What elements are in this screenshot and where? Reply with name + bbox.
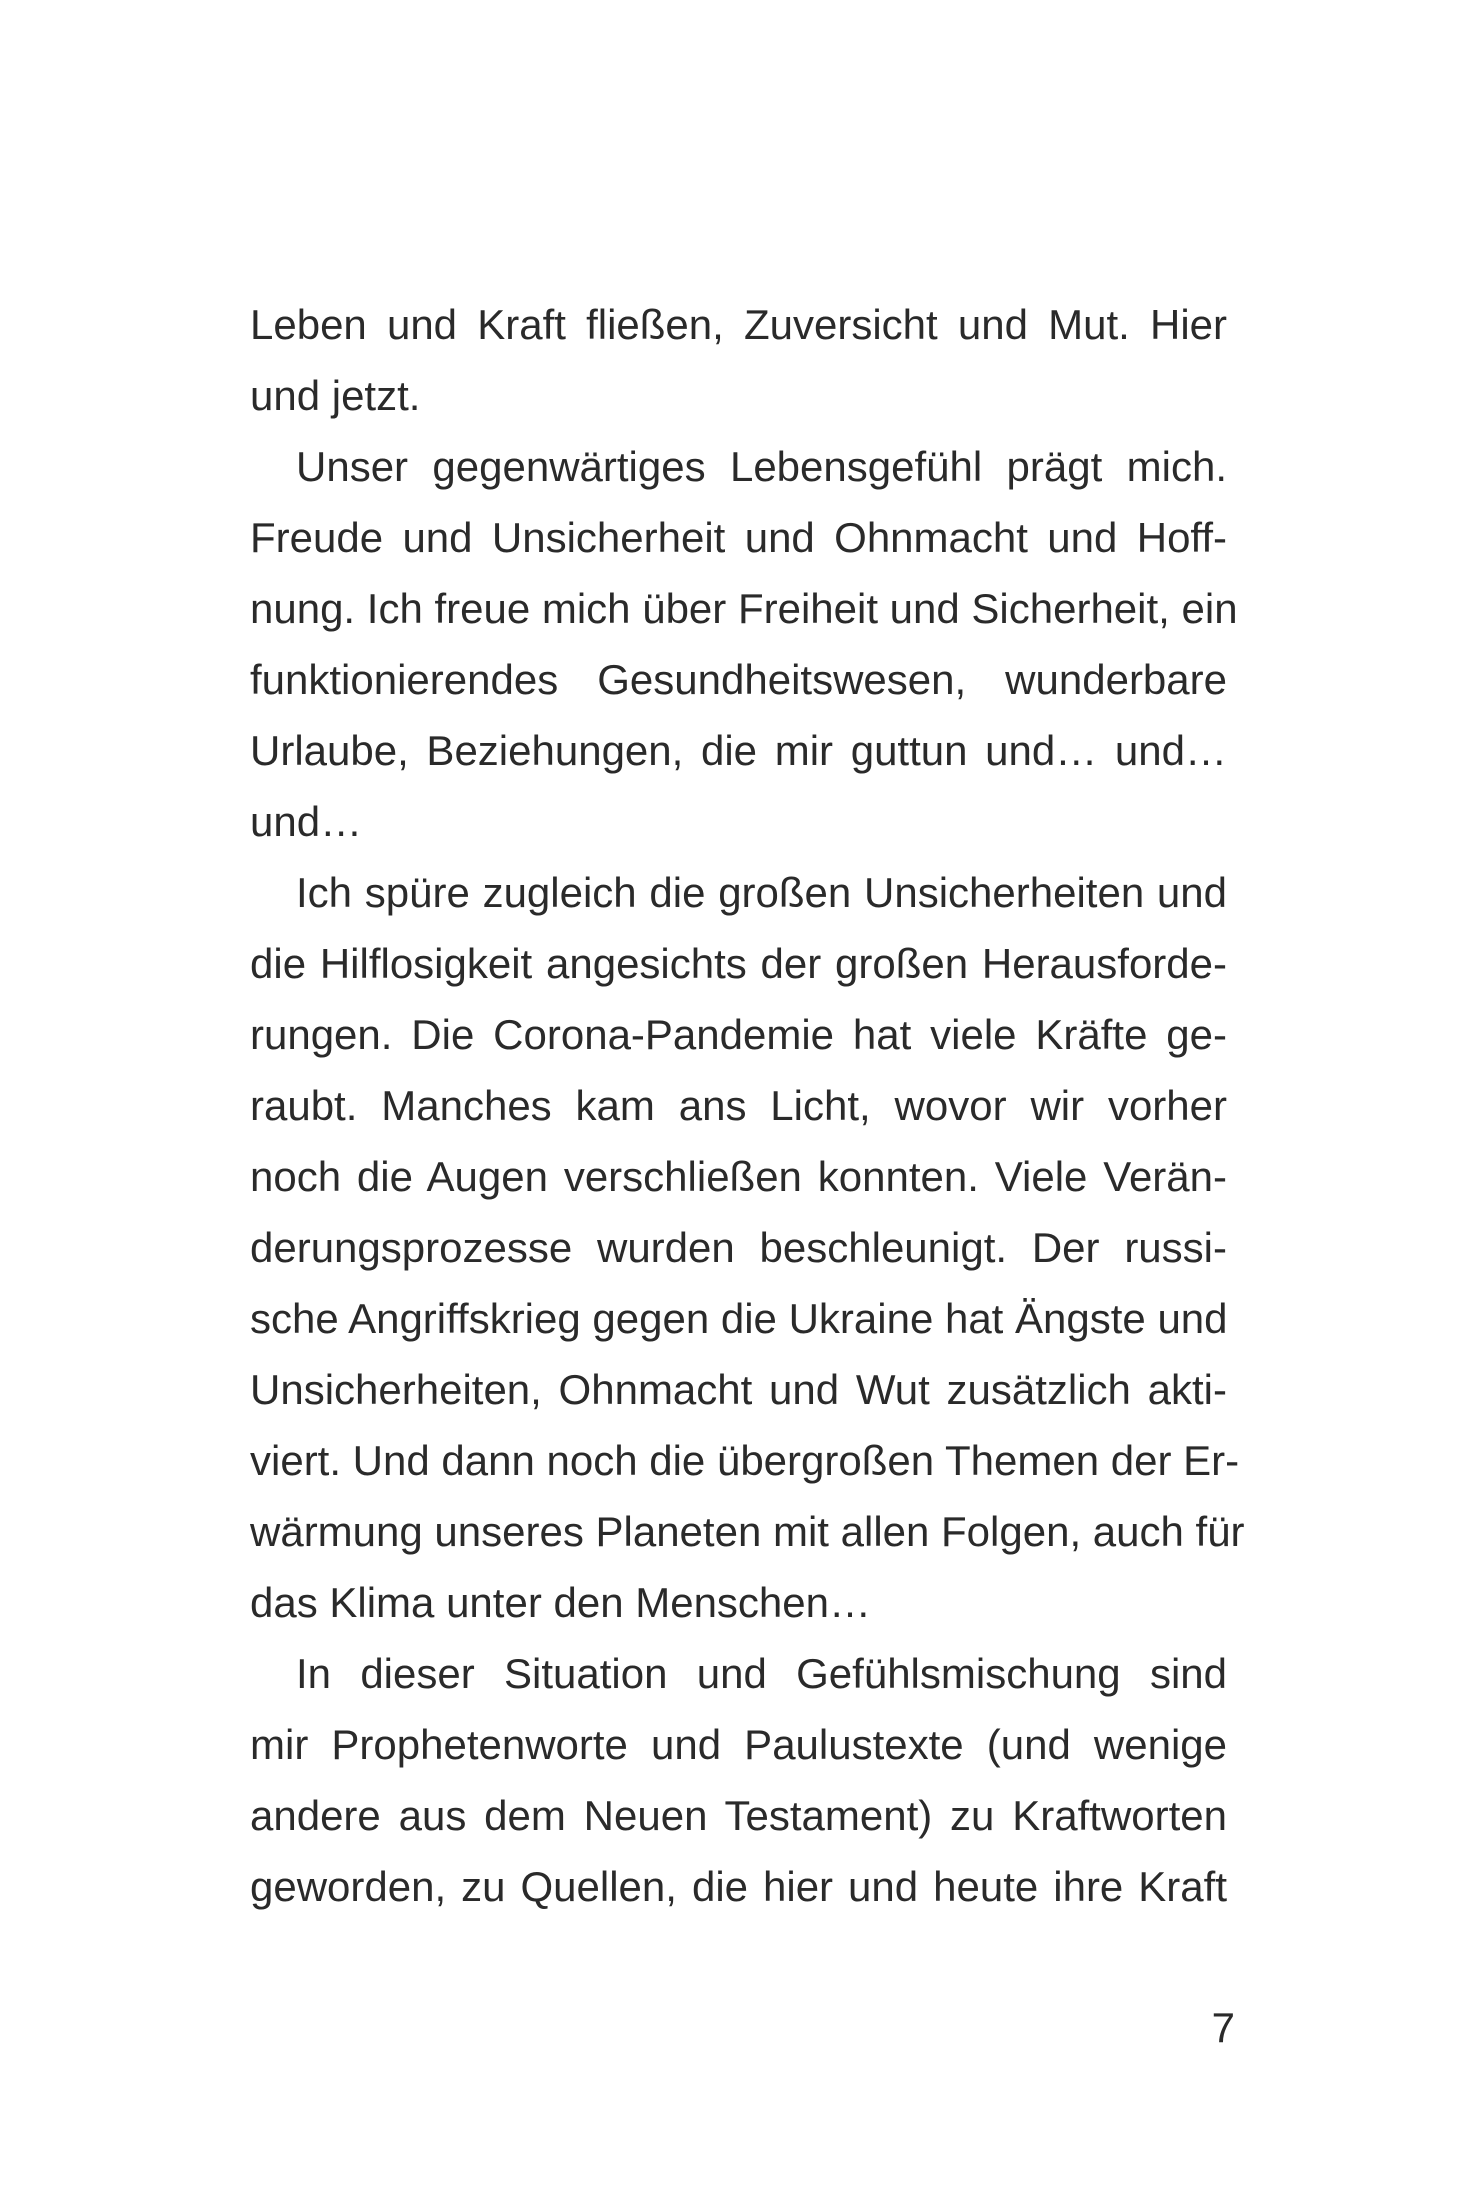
text-line: die Hilflosigkeit angesichts der großen Herausforde-	[250, 940, 1227, 987]
text-line: In dieser Situation und Gefühlsmischung sind	[296, 1650, 1227, 1697]
text-line: und jetzt.	[250, 372, 421, 419]
text-line: sche Angriffskrieg gegen die Ukraine hat Ängste und	[250, 1295, 1228, 1342]
text-line: und…	[250, 798, 363, 845]
text-line: Freude und Unsicherheit und Ohnmacht und Hoff-	[250, 514, 1227, 561]
text-line: wärmung unseres Planeten mit allen Folgen, auch für	[250, 1508, 1245, 1555]
text-line: andere aus dem Neuen Testament) zu Kraftworten	[250, 1792, 1227, 1839]
text-line: rungen. Die Corona-Pandemie hat viele Kräfte ge-	[250, 1011, 1227, 1058]
text-line: Unser gegenwärtiges Lebensgefühl prägt mich.	[296, 443, 1227, 490]
text-line: raubt. Manches kam ans Licht, wovor wir vorher	[250, 1082, 1227, 1129]
text-line: noch die Augen verschließen konnten. Viele Verän-	[250, 1153, 1227, 1200]
text-line: das Klima unter den Menschen…	[250, 1579, 871, 1626]
page-body-text	[250, 289, 1245, 1922]
text-line: Urlaube, Beziehungen, die mir guttun und… und…	[250, 727, 1227, 774]
text-line: nung. Ich freue mich über Freiheit und Sicherheit, ein	[250, 585, 1238, 632]
text-line: mir Prophetenworte und Paulustexte (und wenige	[250, 1721, 1227, 1768]
text-line: Unsicherheiten, Ohnmacht und Wut zusätzlich akti-	[250, 1366, 1227, 1413]
text-line: derungsprozesse wurden beschleunigt. Der russi-	[250, 1224, 1227, 1271]
text-line: viert. Und dann noch die übergroßen Themen der Er-	[250, 1437, 1240, 1484]
text-line: funktionierendes Gesundheitswesen, wunderbare	[250, 656, 1227, 703]
page-number: 7	[1211, 2004, 1235, 2051]
text-line: Leben und Kraft fließen, Zuversicht und Mut. Hier	[250, 301, 1227, 348]
text-line: geworden, zu Quellen, die hier und heute ihre Kraft	[250, 1863, 1227, 1910]
text-line: Ich spüre zugleich die großen Unsicherheiten und	[296, 869, 1227, 916]
